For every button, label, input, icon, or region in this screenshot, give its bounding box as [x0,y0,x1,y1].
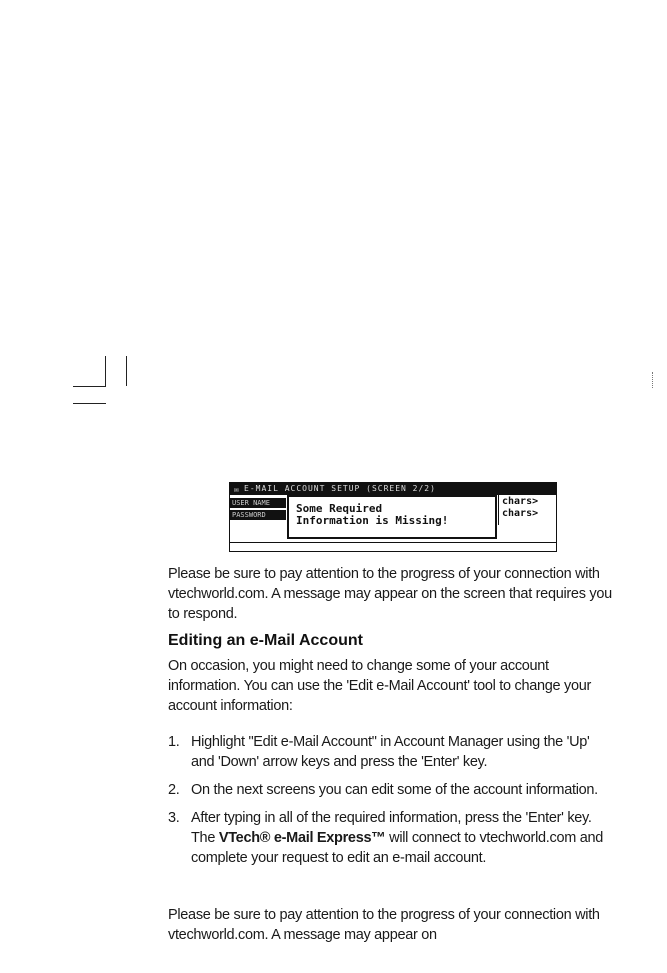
product-name: VTech® e-Mail Express™ [218,830,386,846]
password-label: PASSWORD [230,510,286,520]
step-text-after: will connect to vtechworld.com and complete your request to edit an e-mail account. [191,830,604,866]
dialog-line-1: Some Required [296,502,383,515]
step-text: Highlight "Edit e-Mail Account" in Account Manager using the 'Up' and 'Down' arrow keys and press the 'Enter' key. [191,734,590,770]
dialog-line-2: Information is Missing! [296,514,449,527]
registration-dots [652,372,655,388]
crop-mark [105,356,106,387]
progress-paragraph: Please be sure to pay attention to the progress of your connection with vtechworld.com. A message may appear on the screen that requires you to respond. [168,566,612,622]
list-item [168,780,612,800]
device-screen-figure [229,482,557,552]
list-item [168,808,612,868]
crop-mark [73,386,105,387]
field-divider [498,495,499,525]
closing-paragraph: Please be sure to pay attention to the progress of your connection with vtechworld.com. A message may appear on [168,907,600,943]
user-name-label: USER NAME [230,498,286,508]
steps-list [168,732,612,868]
missing-info-dialog [287,495,497,539]
step-text-before: After typing in all of the required information, press the 'Enter' key. The [191,810,592,846]
step-text: On the next screens you can edit some of the account information. [191,782,598,798]
step-number: 2. [168,782,180,798]
screen-bottom-rule [230,542,556,543]
password-hint: chars> [502,508,539,519]
user-name-hint: chars> [502,496,539,507]
screen-title: E-MAIL ACCOUNT SETUP (SCREEN 2/2) [230,483,556,495]
crop-mark [73,403,106,404]
intro-paragraph: On occasion, you might need to change some of your account information. You can use the 'Edit e-Mail Account' tool to change your account information: [168,658,592,714]
step-number: 1. [168,734,180,750]
section-heading: Editing an e-Mail Account [168,632,363,649]
step-number: 3. [168,810,180,826]
crop-mark [126,356,127,386]
list-item [168,732,612,772]
mail-icon: ✉ [234,485,239,494]
